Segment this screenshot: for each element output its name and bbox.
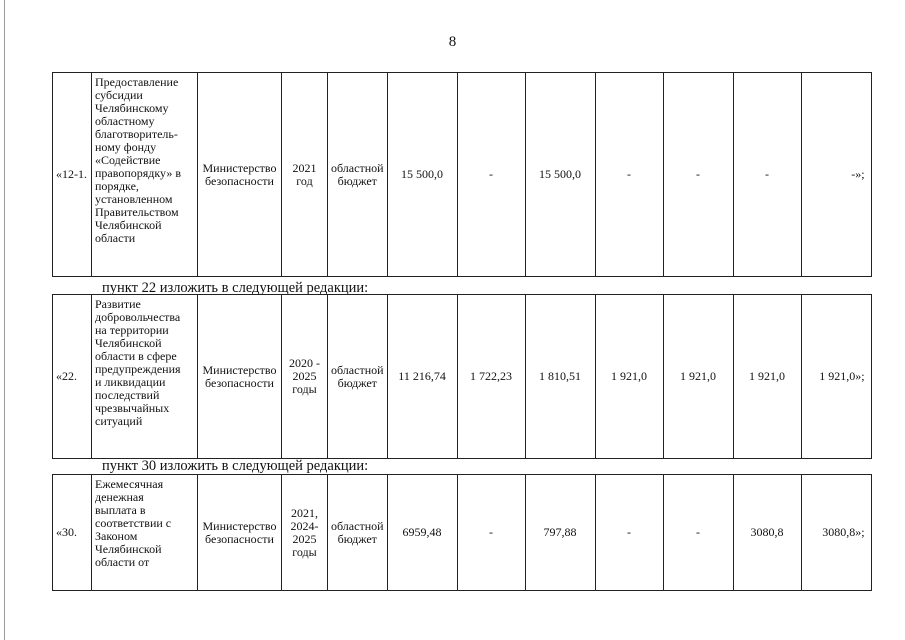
period-line: 2024- — [290, 518, 319, 533]
measure-name-line: и ликвидации — [95, 375, 166, 389]
measure-name-line: Предоставление — [95, 75, 179, 89]
executor-cell — [198, 295, 282, 459]
measure-name-line: Законом — [95, 529, 138, 543]
row-number-cell: «30. — [53, 475, 92, 591]
amount-y2025-cell: 1 921,0»; — [801, 295, 871, 459]
measure-name-line: установленном — [95, 192, 173, 206]
amount-y2024-cell: - — [733, 73, 801, 277]
executor-cell — [198, 73, 282, 277]
measure-name-line: Развитие — [95, 297, 141, 311]
measure-name-line: области в сфере — [95, 349, 177, 363]
funding-source-line: областной — [331, 518, 384, 533]
executor-cell — [198, 475, 282, 591]
measure-name-cell — [92, 73, 198, 277]
funding-source-cell — [328, 475, 388, 591]
measure-name-line: ситуаций — [95, 414, 143, 428]
measure-name-line: Челябинской — [95, 542, 162, 556]
amount-y2023-cell: - — [663, 73, 733, 277]
period-line: годы — [292, 544, 317, 559]
period-cell — [282, 475, 328, 591]
measure-name-line: последствий — [95, 388, 160, 402]
measure-name-line: Челябинской — [95, 218, 162, 232]
measure-name-line: предупреждения — [95, 362, 181, 376]
executor-line: Министерство — [202, 518, 277, 533]
left-margin-line — [4, 0, 5, 640]
period-line: 2020 - — [289, 356, 320, 370]
table-row — [53, 295, 872, 459]
amount-y2023-cell: 1 921,0 — [663, 295, 733, 459]
measure-name-line: благотворитель- — [95, 127, 178, 141]
funding-source-cell — [328, 73, 388, 277]
measure-name-line: выплата в — [95, 503, 146, 517]
measure-name-line: субсидии — [95, 88, 143, 102]
measure-name-line: областному — [95, 114, 155, 128]
period-line: 2025 — [292, 531, 317, 546]
measure-name-line: правопорядку» в — [95, 166, 182, 180]
amount-y2024-cell: 1 921,0 — [733, 295, 801, 459]
period-line: 2021, — [291, 505, 318, 520]
executor-line: безопасности — [205, 375, 274, 390]
funding-source-line: областной — [331, 160, 384, 175]
table-row-30 — [52, 474, 872, 591]
measure-name-line: добровольчества — [95, 310, 181, 324]
funding-source-cell — [328, 295, 388, 459]
amount-y2023-cell: - — [663, 475, 733, 591]
table-row-12-1 — [52, 72, 872, 277]
measure-name-line: области — [95, 231, 136, 245]
amount-y2025-cell: -»; — [801, 73, 871, 277]
amount-y2024-cell: 3080,8 — [733, 475, 801, 591]
amount-y2022-cell: - — [595, 73, 663, 277]
table-row — [53, 475, 872, 591]
period-cell — [282, 295, 328, 459]
executor-line: Министерство — [202, 160, 277, 175]
measure-name-line: «Содействие — [95, 153, 161, 167]
executor-line: безопасности — [205, 173, 274, 188]
amount-total-cell: 11 216,74 — [387, 295, 457, 459]
period-line: год — [296, 173, 313, 188]
amount-y2021-cell: 1 810,51 — [525, 295, 595, 459]
period-line: 2021 — [292, 160, 317, 175]
measure-name-line: соответствии с — [95, 516, 172, 530]
measure-name-line: чрезвычайных — [95, 401, 170, 415]
amount-y2022-cell: 1 921,0 — [595, 295, 663, 459]
measure-name-line: порядке, — [95, 179, 139, 193]
row-number-cell: «22. — [53, 295, 92, 459]
funding-source-line: бюджет — [337, 173, 377, 188]
executor-line: безопасности — [205, 531, 274, 546]
measure-name-cell — [92, 475, 198, 591]
measure-name-line: Ежемесячная — [95, 477, 164, 491]
measure-name-line: денежная — [95, 490, 144, 504]
amount-y2021-cell: 797,88 — [525, 475, 595, 591]
funding-source-line: областной — [331, 362, 384, 377]
measure-name-line: Правительством — [95, 205, 179, 219]
period-cell — [282, 73, 328, 277]
amount-y2025-cell: 3080,8»; — [801, 475, 871, 591]
executor-line: Министерство — [202, 362, 277, 377]
amount-y2021-cell: 15 500,0 — [525, 73, 595, 277]
amount-y2020-cell: - — [457, 475, 525, 591]
amount-total-cell: 6959,48 — [387, 475, 457, 591]
amount-total-cell: 15 500,0 — [387, 73, 457, 277]
measure-name-cell — [92, 295, 198, 459]
page-number: 8 — [448, 34, 457, 50]
section-heading-22: пункт 22 изложить в следующей редакции: — [102, 280, 369, 296]
measure-name-line: на территории — [95, 323, 169, 337]
table-row — [53, 73, 872, 277]
measure-name-line: Челябинскому — [95, 101, 169, 115]
row-number-cell: «12-1. — [53, 73, 92, 277]
period-line: годы — [292, 382, 317, 396]
measure-name-line: области от — [95, 555, 150, 569]
amount-y2022-cell: - — [595, 475, 663, 591]
funding-source-line: бюджет — [337, 375, 377, 390]
measure-name-line: ному фонду — [95, 140, 157, 154]
section-heading-30: пункт 30 изложить в следующей редакции: — [102, 458, 369, 474]
period-line: 2025 — [292, 369, 317, 383]
measure-name-line: Челябинской — [95, 336, 162, 350]
amount-y2020-cell: - — [457, 73, 525, 277]
table-row-22 — [52, 294, 872, 459]
funding-source-line: бюджет — [337, 531, 377, 546]
amount-y2020-cell: 1 722,23 — [457, 295, 525, 459]
